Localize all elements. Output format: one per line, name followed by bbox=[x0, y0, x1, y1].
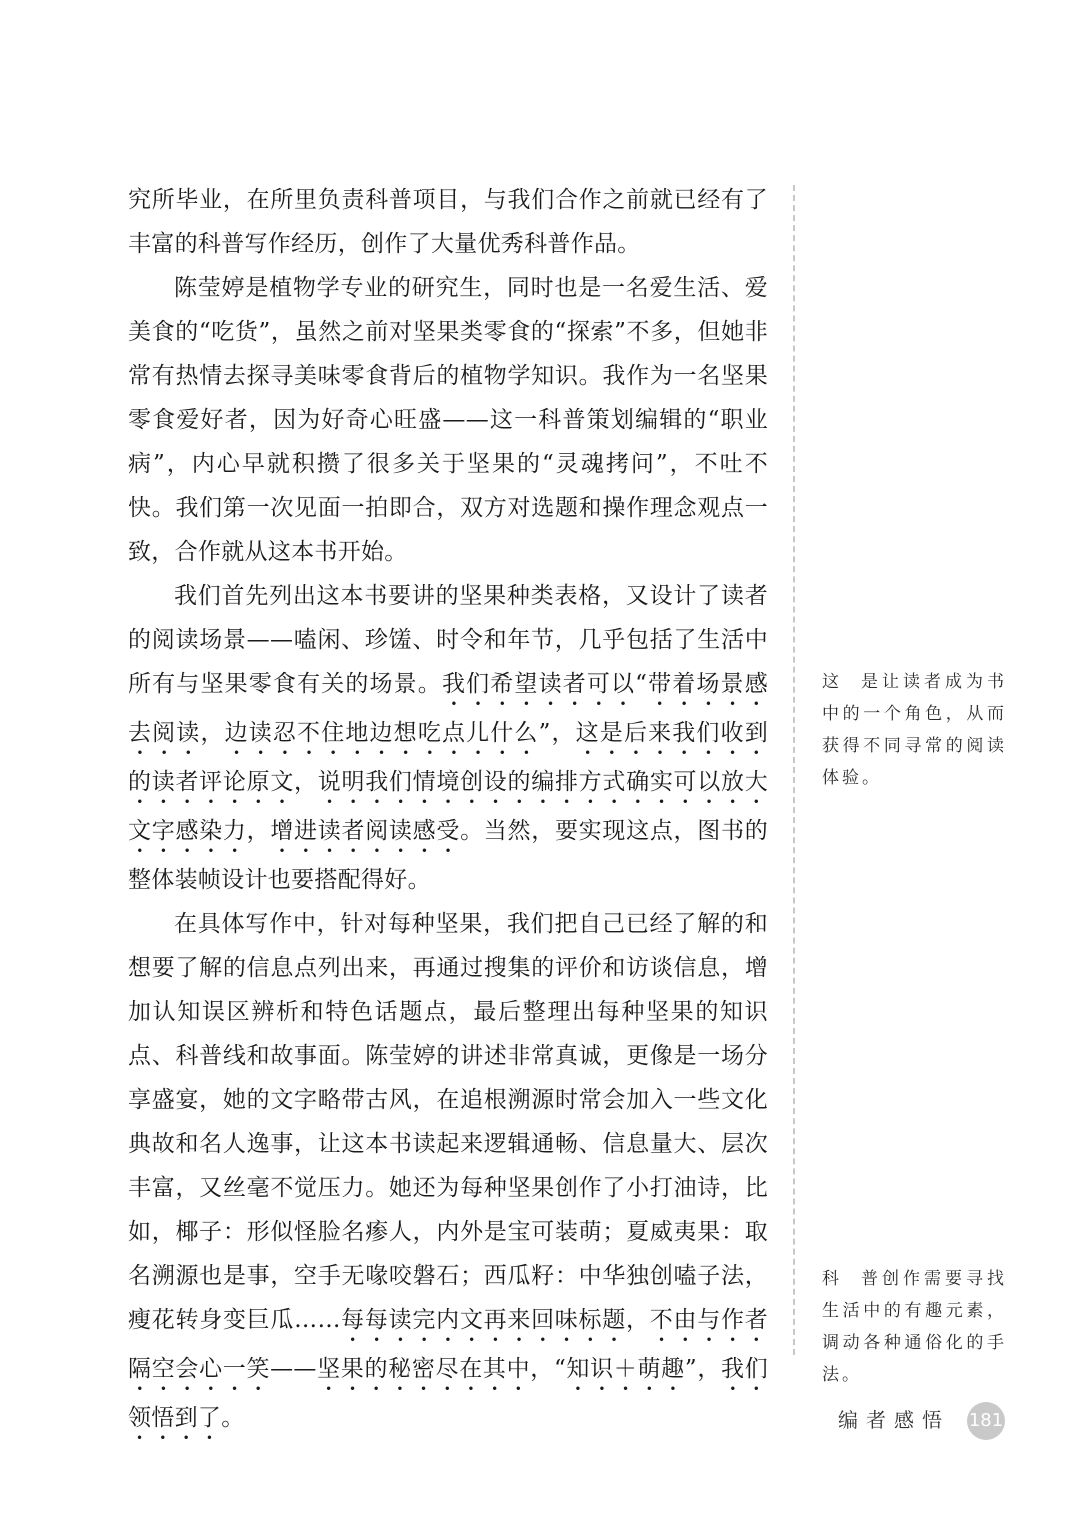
paragraph-3-emphasized-text: 我们希望读者可以“带着场景感去阅读，边读忍不住地边想吃点儿什么”，这是后来我们收到的读者评论原文，说明我们情境创设的编排方式确实可以放大文字感染力，增进读者阅读感受。 bbox=[128, 671, 768, 844]
margin-note-1 bbox=[822, 666, 1007, 794]
paragraph-4 bbox=[128, 902, 768, 1445]
margin-note-2 bbox=[822, 1263, 1007, 1391]
paragraph-4-text: 在具体写作中，针对每种坚果，我们把自己已经了解的和想要了解的信息点列出来，再通过搜集的评价和访谈信息，增加认知误区辨析和特色话题点，最后整理出每种坚果的知识点、科普线和故事面。陈莹婷的讲述非常真诚，更像是一场分享盛宴，她的文字略带古风，在追根溯源时常会加入一些文化典故和名人逸事，让这本书读起来逻辑通畅、信息量大、层次丰富，又丝毫不觉压力。她还为每种坚果创作了小打油诗，比如，椰子：形似怪脸名瘆人，内外是宝可装萌；夏威夷果：取名溯源也是事，空手无喙咬磐石；西瓜籽：中华独创嗑子法，瘦花转身变巨瓜…… bbox=[128, 911, 768, 1333]
section-title: 编者感悟 bbox=[838, 1408, 950, 1432]
margin-note-1-first-char: 这 bbox=[822, 672, 842, 692]
paragraph-4-emphasized-text: 每每读完内文再来回味标题，不由与作者隔空会心一笑——坚果的秘密尽在其中，“知识＋萌趣”，我们领悟到了。 bbox=[128, 1307, 768, 1431]
margin-note-1-text: 是让读者成为书中的一个角色，从而获得不同寻常的阅读体验。 bbox=[822, 672, 1007, 788]
main-body-text bbox=[128, 178, 768, 1445]
page-number-badge: 181 bbox=[967, 1402, 1005, 1440]
paragraph-2 bbox=[128, 266, 768, 574]
paragraph-2-text: 陈莹婷是植物学专业的研究生，同时也是一名爱生活、爱美食的“吃货”，虽然之前对坚果类零食的“探索”不多，但她非常有热情去探寻美味零食背后的植物学知识。我作为一名坚果零食爱好者，因为好奇心旺盛——这一科普策划编辑的“职业病”，内心早就积攒了很多关于坚果的“灵魂拷问”，不吐不快。我们第一次见面一拍即合，双方对选题和操作理念观点一致，合作就从这本书开始。 bbox=[128, 275, 768, 565]
margin-note-2-text: 普创作需要寻找生活中的有趣元素，调动各种通俗化的手法。 bbox=[822, 1269, 1007, 1385]
paragraph-3-text-a: 我们首先列出这本书要讲的坚果种类表格，又设计了读者的阅读场景——嗑闲、珍馐、时令和年节，几乎包括了生活中所有与坚果零食有关的场景。 bbox=[128, 583, 768, 697]
paragraph-1 bbox=[128, 178, 768, 266]
margin-divider bbox=[793, 185, 795, 1355]
paragraph-1-text: 究所毕业，在所里负责科普项目，与我们合作之前就已经有了丰富的科普写作经历，创作了大量优秀科普作品。 bbox=[128, 187, 768, 257]
paragraph-3 bbox=[128, 574, 768, 902]
margin-note-2-first-char: 科 bbox=[822, 1269, 842, 1289]
paragraph-3-text-b: 当然，要实现这点，图书的整体装帧设计也要搭配得好。 bbox=[128, 818, 769, 893]
